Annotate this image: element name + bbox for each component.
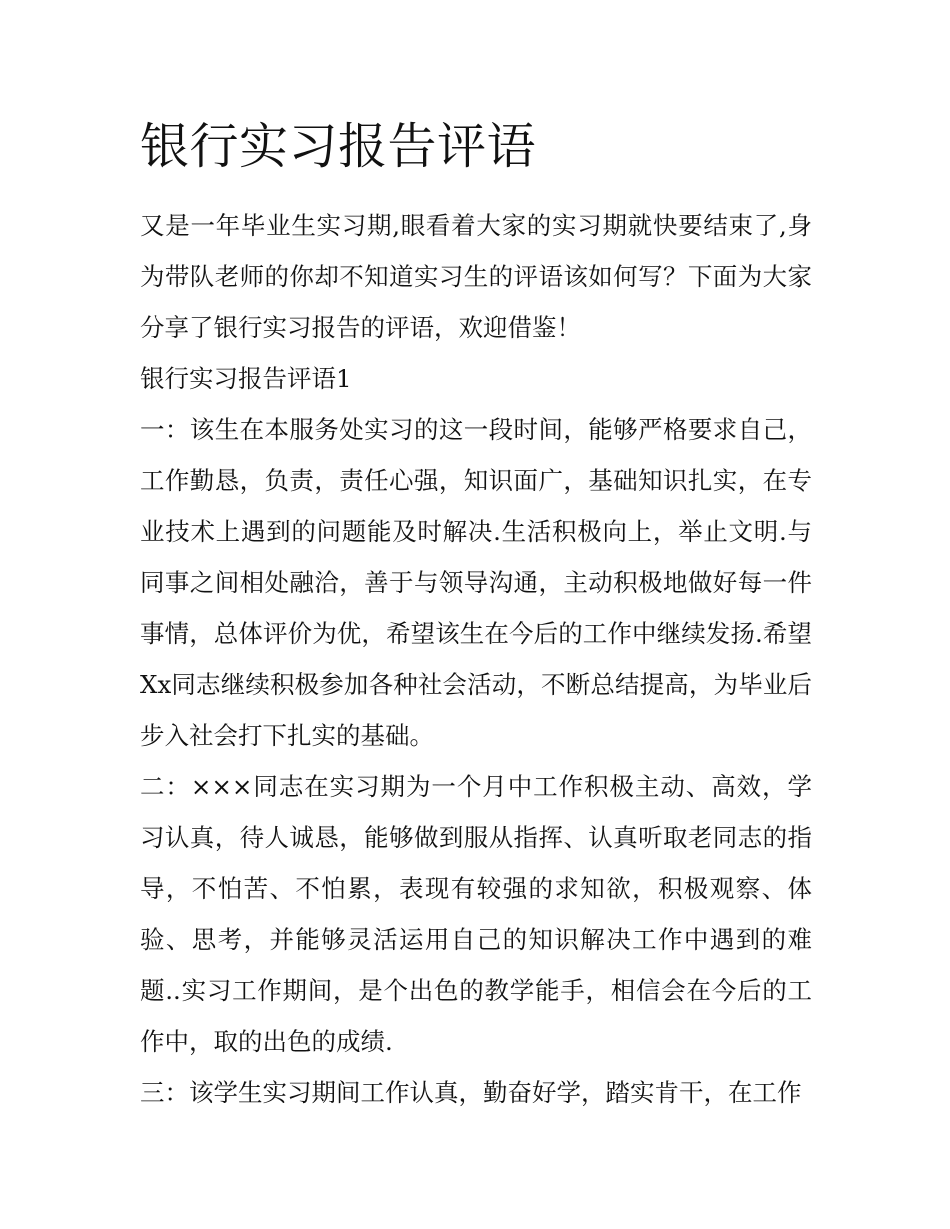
intro-paragraph: 又是一年毕业生实习期,眼看着大家的实习期就快要结束了,身为带队老师的你却不知道实习生的评语该如何写？下面为大家分享了银行实习报告的评语，欢迎借鉴！: [140, 211, 812, 342]
comment-paragraph-1: 一：该生在本服务处实习的这一段时间，能够严格要求自己，工作勤恳，负责，责任心强，知识面广，基础知识扎实，在专业技术上遇到的问题能及时解决.生活积极向上，举止文明.与同事之间相处融洽，善于与领导沟通，主动积极地做好每一件事情，总体评价为优，希望该生在今后的工作中继续发扬.希望Xx同志继续积极参加各种社会活动，不断总结提高，为毕业后步入社会打下扎实的基础。: [140, 415, 812, 750]
document-body: [140, 200, 812, 1118]
document-title: 银行实习报告评语: [140, 118, 537, 175]
section-heading: 银行实习报告评语1: [140, 364, 352, 393]
comment-paragraph-3: 三：该学生实习期间工作认真，勤奋好学，踏实肯干，在工作: [140, 1078, 802, 1107]
comment-paragraph-2: 二：×××同志在实习期为一个月中工作积极主动、高效，学习认真，待人诚恳，能够做到服从指挥、认真听取老同志的指导，不怕苦、不怕累，表现有较强的求知欲，积极观察、体验、思考，并能够灵活运用自己的知识解决工作中遇到的难题..实习工作期间，是个出色的教学能手，相信会在今后的工作中，取的出色的成绩.: [140, 772, 812, 1056]
